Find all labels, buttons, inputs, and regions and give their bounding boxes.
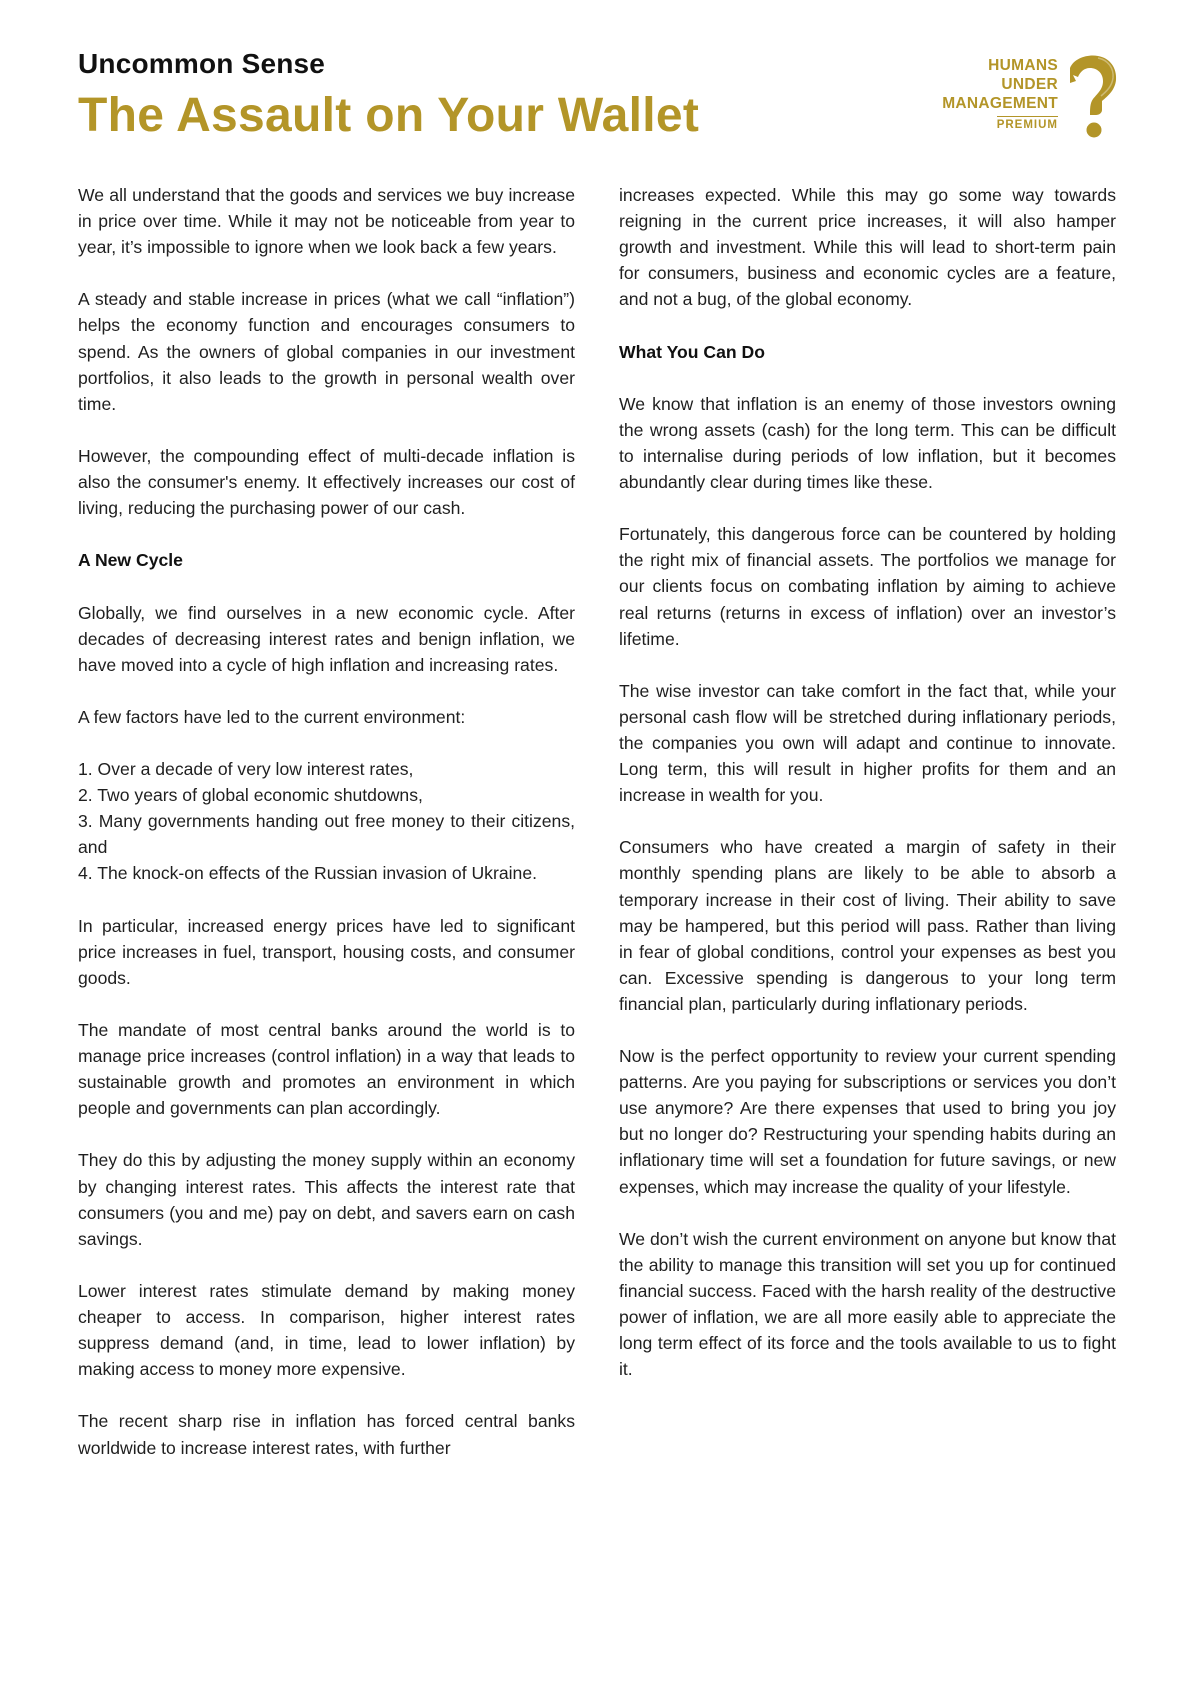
logo-line-management: MANAGEMENT: [942, 95, 1058, 112]
paragraph: Fortunately, this dangerous force can be countered by holding the right mix of financial assets. The portfolios we manage for our clients focus on combating inflation by aiming to achieve real returns (returns in excess of inflation) over an investor’s lifetime.: [619, 524, 1116, 649]
paragraph: We know that inflation is an enemy of those investors owning the wrong assets (cash) for the long term. This can be difficult to internalise during periods of low inflation, but it becomes abundantly clear during times like these.: [619, 393, 1116, 493]
paragraph: A steady and stable increase in prices (what we call “inflation”) helps the economy function and encourages consumers to spend. As the owners of global companies in our investment portfolios, it also leads to the growth in personal wealth over time.: [78, 289, 575, 414]
factors-list: [78, 756, 575, 886]
list-item: 4. The knock-on effects of the Russian invasion of Ukraine.: [78, 863, 537, 884]
paragraph: We don’t wish the current environment on anyone but know that the ability to manage this transition will set you up for continued financial success. Faced with the harsh reality of the destructive power of inflation, we are all more easily able to appreciate the long term effect of its force and the tools available to us to fight it.: [619, 1228, 1116, 1380]
paragraph: increases expected. While this may go some way towards reigning in the current price increases, it will also hamper growth and investment. While this will lead to short-term pain for consumers, business and economic cycles are a feature, and not a bug, of the global economy.: [619, 185, 1116, 310]
head-question-mark-icon: [1062, 54, 1118, 140]
list-item: 2. Two years of global economic shutdowns,: [78, 785, 423, 806]
paragraph: A few factors have led to the current environment:: [78, 706, 466, 727]
list-item: 1. Over a decade of very low interest rates,: [78, 759, 414, 780]
paragraph: Consumers who have created a margin of safety in their monthly spending plans are likely to be able to absorb a temporary increase in their cost of living. Their ability to save may be hampered, but this period will pass. Rather than living in fear of global conditions, control your expenses as best you can. Excessive spending is dangerous to your long term financial plan, particularly during inflationary periods.: [619, 837, 1116, 1014]
logo-premium-label: PREMIUM: [997, 116, 1058, 132]
paragraph: Lower interest rates stimulate demand by making money cheaper to access. In comparison, higher interest rates suppress demand (and, in time, lead to lower inflation) by making access to money more expensive.: [78, 1280, 575, 1380]
left-column: [78, 182, 575, 1461]
paragraph: Globally, we find ourselves in a new economic cycle. After decades of decreasing interest rates and benign inflation, we have moved into a cycle of high inflation and increasing rates.: [78, 602, 575, 675]
paragraph: The recent sharp rise in inflation has forced central banks worldwide to increase interest rates, with further: [78, 1411, 575, 1458]
paragraph: We all understand that the goods and services we buy increase in price over time. While it may not be noticeable from year to year, it’s impossible to ignore when we look back a few years.: [78, 185, 575, 258]
logo-wordmark: [942, 56, 1058, 133]
brand-logo: [918, 54, 1118, 144]
section-heading-new-cycle: A New Cycle: [78, 550, 183, 571]
logo-line-humans: HUMANS: [988, 57, 1058, 74]
paragraph: However, the compounding effect of multi-decade inflation is also the consumer's enemy. It effectively increases our cost of living, reducing the purchasing power of our cash.: [78, 445, 575, 519]
paragraph: The mandate of most central banks around the world is to manage price increases (control inflation) in a way that leads to sustainable growth and promotes an environment in which people and governments can plan accordingly.: [78, 1020, 575, 1119]
page-title: The Assault on Your Wallet: [78, 89, 700, 142]
paragraph: Now is the perfect opportunity to review your current spending patterns. Are you paying for subscriptions or services you don’t use anymore? Are there expenses that used to bring you joy but no longer do? Restructuring your spending habits during an inflationary time will set a foundation for future savings, or new expenses, which may increase the quality of your lifestyle.: [619, 1046, 1116, 1197]
section-heading-what-you-can-do: What You Can Do: [619, 341, 765, 362]
right-column: [619, 182, 1116, 1382]
logo-line-under: UNDER: [1001, 76, 1058, 93]
paragraph: The wise investor can take comfort in the fact that, while your personal cash flow will be stretched during inflationary periods, the companies you own will adapt and continue to innovate. Long term, this will result in higher profits for them and an increase in wealth for you.: [619, 680, 1116, 806]
paragraph: They do this by adjusting the money supply within an economy by changing interest rates. This affects the interest rate that consumers (you and me) pay on debt, and savers earn on cash savings.: [78, 1150, 575, 1249]
list-item: 3. Many governments handing out free money to their citizens, and: [78, 811, 575, 858]
paragraph: In particular, increased energy prices have led to significant price increases in fuel, transport, housing costs, and consumer goods.: [78, 915, 575, 988]
series-title: Uncommon Sense: [78, 48, 326, 79]
